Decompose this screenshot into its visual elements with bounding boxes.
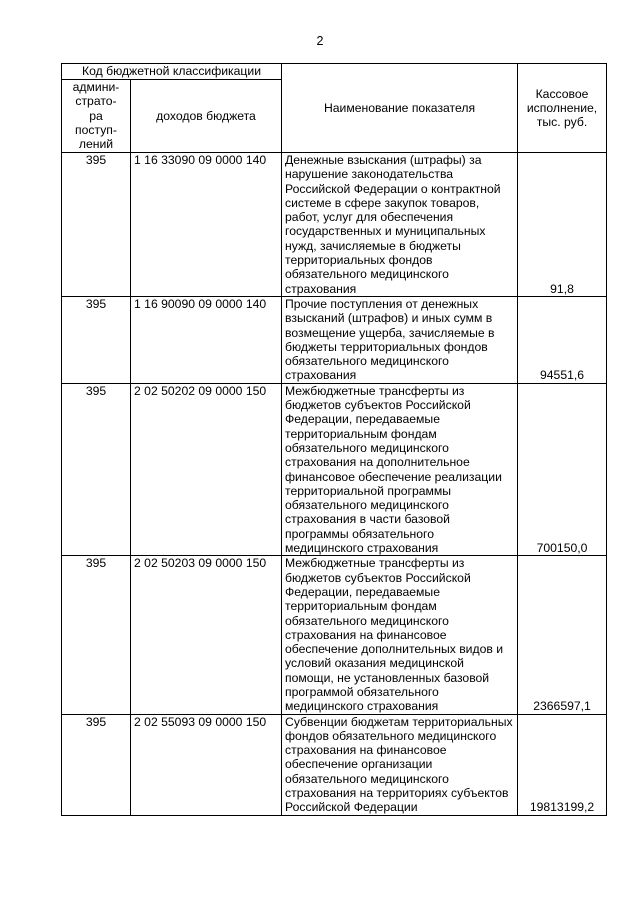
cell-cash-amount: 91,8 [518,153,607,297]
header-administrator: админи- страто- ра поступ- лений [62,80,131,153]
cell-administrator: 395 [62,383,131,556]
page-number: 2 [316,34,324,48]
cell-indicator-name: Межбюджетные трансферты из бюджетов субъектов Российской Федерации, передаваемые территориальным фондам обязательного медицинского страхования на финансовое обеспечение дополнительных видов и условий оказания медицинской помощи, не установленных базовой программой обязательного медицинского страхования [282,556,518,714]
header-budget-classification: Код бюджетной классификации [62,64,282,80]
cell-income-code: 2 02 50202 09 0000 150 [131,383,282,556]
cell-indicator-name: Денежные взыскания (штрафы) за нарушение законодательства Российской Федерации о контрактной системе в сфере закупок товаров, работ, услуг для обеспечения государственных и муниципальных нужд, зачисляемые в бюджеты территориальных фондов обязательного медицинского страхования [282,153,518,297]
cell-administrator: 395 [62,296,131,383]
budget-classification-table [61,63,607,816]
cell-indicator-name: Прочие поступления от денежных взысканий (штрафов) и иных сумм в возмещение ущерба, зачисляемые в бюджеты территориальных фондов обязательного медицинского страхования [282,296,518,383]
cell-income-code: 2 02 55093 09 0000 150 [131,714,282,815]
cell-income-code: 2 02 50203 09 0000 150 [131,556,282,714]
cell-indicator-name: Субвенции бюджетам территориальных фондов обязательного медицинского страхования на финансовое обеспечение организации обязательного медицинского страхования на территориях субъектов Российской Федерации [282,714,518,815]
cell-indicator-name: Межбюджетные трансферты из бюджетов субъектов Российской Федерации, передаваемые территориальным фондам обязательного медицинского страхования на дополнительное финансовое обеспечение реализации территориальной программы обязательного медицинского страхования в части базовой программы обязательного медицинского страхования [282,383,518,556]
header-income-code: доходов бюджета [131,80,282,153]
cell-administrator: 395 [62,556,131,714]
table-row [62,556,607,714]
header-cash-execution: Кассовое исполнение, тыс. руб. [518,64,607,153]
cell-cash-amount: 2366597,1 [518,556,607,714]
table-row [62,383,607,556]
cell-income-code: 1 16 90090 09 0000 140 [131,296,282,383]
table-row [62,153,607,297]
table-row [62,296,607,383]
cell-administrator: 395 [62,153,131,297]
header-indicator-name: Наименование показателя [282,64,518,153]
cell-cash-amount: 700150,0 [518,383,607,556]
cell-cash-amount: 94551,6 [518,296,607,383]
cell-administrator: 395 [62,714,131,815]
cell-income-code: 1 16 33090 09 0000 140 [131,153,282,297]
cell-cash-amount: 19813199,2 [518,714,607,815]
table-row [62,714,607,815]
